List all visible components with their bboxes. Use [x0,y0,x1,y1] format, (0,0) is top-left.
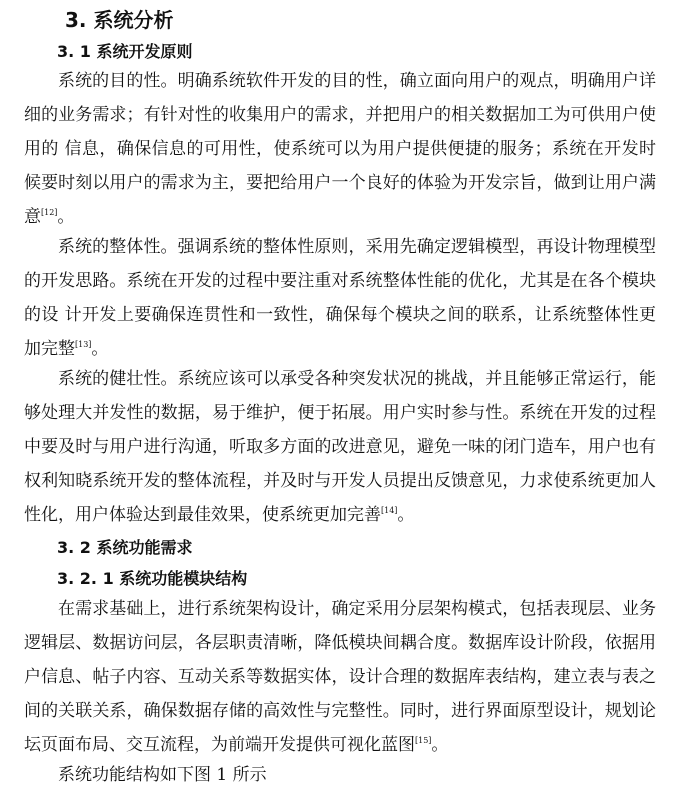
paragraph-text: 系统的目的性。明确系统软件开发的目的性，确立面向用户的观点，明确用户详细的业务需求；有针对性的收集用户的需求，并把用户的相关数据加工为可供用户使用的 信息，确保信息的可用性，使系统可以为用户提供便捷的服务；系统在开发时候要时刻以用户的需求为主，要把给用户一个良好的体验为开发宗旨，做到让用户满意 [24,71,656,227]
paragraph-text: 系统的整体性。强调系统的整体性原则，采用先确定逻辑模型，再设计物理模型的开发思路。系统在开发的过程中要注重对系统整体性能的优化，尤其是在各个模块的设 计开发上要确保连贯性和一致性，确保每个模块之间的联系，让系统整体性更加完整 [24,237,656,359]
paragraph-purpose [24,64,656,234]
figure-intro-text: 系统功能结构如下图 1 所示 [58,765,267,785]
principles-heading: 3. 1 系统开发原则 [57,42,193,61]
paragraph-robustness [24,362,656,532]
paragraph-architecture [24,592,656,762]
paragraph-text: 在需求基础上，进行系统架构设计，确定采用分层架构模式，包括表现层、业务逻辑层、数据访问层，各层职责清晰，降低模块间耦合度。数据库设计阶段，依据用户信息、帖子内容、互动关系等数据实体，设计合理的数据库表结构，建立表与表之间的关联关系，确保数据存储的高效性与完整性。同时，进行界面原型设计，规划论坛页面布局、交互流程，为前端开发提供可视化蓝图 [24,599,656,755]
citation: [13] [75,340,92,349]
requirements-heading: 3. 2 系统功能需求 [57,538,193,557]
paragraph-end: 。 [57,207,75,227]
paragraph-end: 。 [431,735,449,755]
paragraph-text: 系统的健壮性。系统应该可以承受各种突发状况的挑战，并且能够正常运行，能够处理大并发性的数据，易于维护，便于拓展。用户实时参与性。系统在开发的过程中要及时与用户进行沟通，听取多方面的改进意见，避免一味的闭门造车，用户也有权利知晓系统开发的整体流程，并及时与开发人员提出反馈意见，力求使系统更加人性化，用户体验达到最佳效果，使系统更加完善 [24,369,656,525]
citation: [12] [41,208,58,217]
module-structure-heading: 3. 2. 1 系统功能模块结构 [57,569,248,588]
citation: [14] [381,506,398,515]
citation: [15] [415,736,432,745]
paragraph-end: 。 [91,339,109,359]
paragraph-integrity [24,230,656,366]
section-title: 3. 系统分析 [65,8,174,32]
paragraph-end: 。 [397,505,415,525]
